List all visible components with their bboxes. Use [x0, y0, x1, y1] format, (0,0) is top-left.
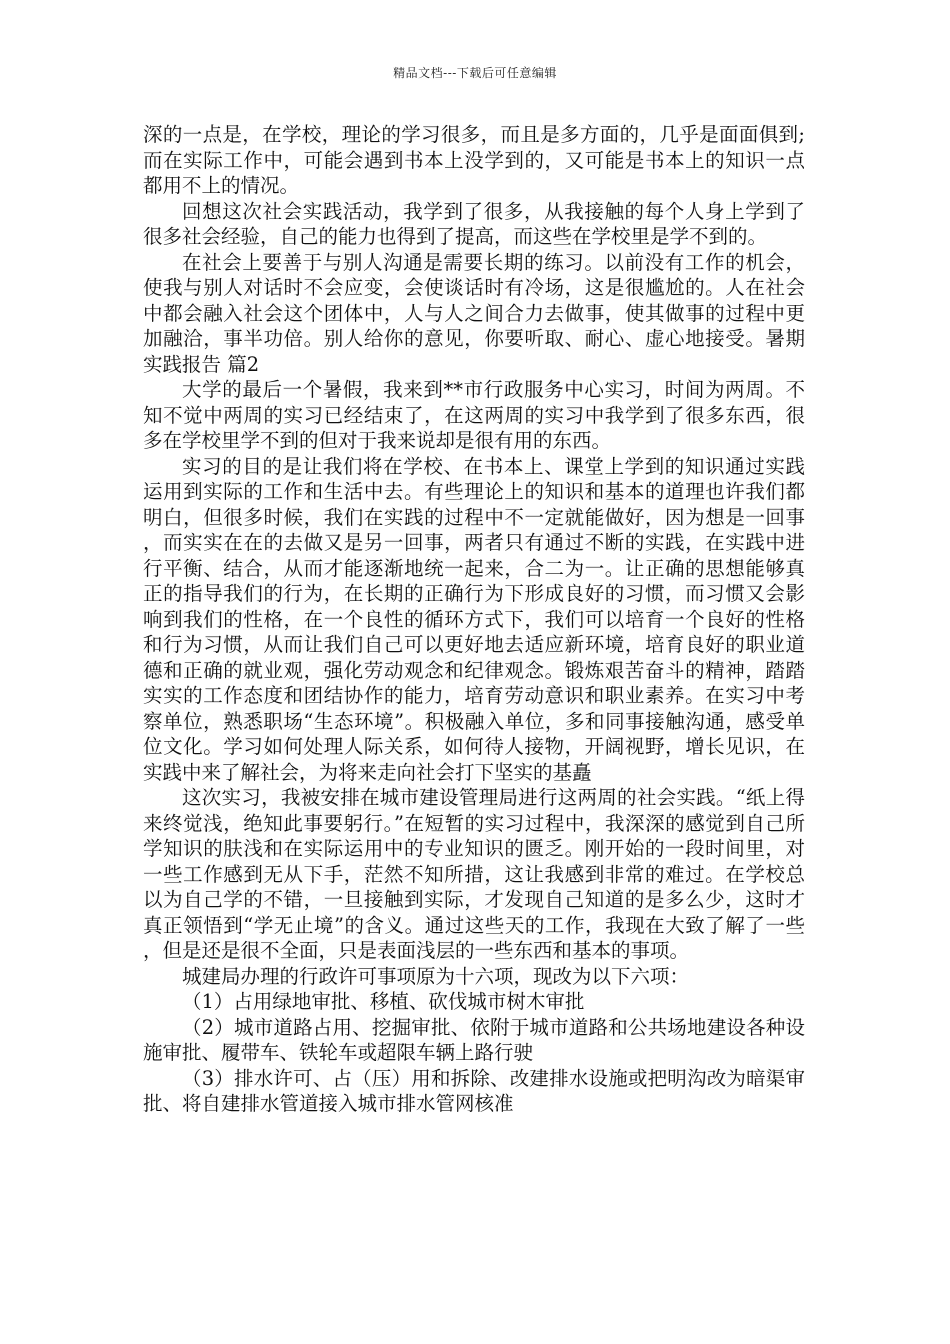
paragraph: 实习的目的是让我们将在学校、在书本上、课堂上学到的知识通过实践运用到实际的工作和生活中去。有些理论上的知识和基本的道理也许我们都明白，但很多时候，我们在实践的过程中不一定就能做好，因为想是一回事，而实实在在的去做又是另一回事，两者只有通过不断的实践，在实践中进行平衡、结合，从而才能逐渐地统一起来，合二为一。让正确的思想能够真正的指导我们的行为，在长期的正确行为下形成良好的习惯，而习惯又会影响到我们的性格，在一个良性的循环方式下，我们可以培育一个良好的性格和行为习惯，从而让我们自己可以更好地去适应新环境，培育良好的职业道德和正确的就业观，强化劳动观念和纪律观念。锻炼艰苦奋斗的精神，踏踏实实的工作态度和团结协作的能力，培育劳动意识和职业素养。在实习中考察单位，熟悉职场“生态环境”。积极融入单位，多和同事接触沟通，感受单位文化。学习如何处理人际关系，如何待人接物，开阔视野，增长见识，在实践中来了解社会，为将来走向社会打下坚实的基矗	[143, 454, 805, 784]
paragraph: 大学的最后一个暑假，我来到**市行政服务中心实习，时间为两周。不知不觉中两周的实习已经结束了，在这两周的实习中我学到了很多东西，很多在学校里学不到的但对于我来说却是很有用的东西。	[143, 378, 805, 452]
document-body	[143, 122, 805, 1117]
page-header: 精品文档---下载后可任意编辑	[393, 66, 557, 80]
list-item: （2）城市道路占用、挖掘审批、依附于城市道路和公共场地建设各种设施审批、履带车、铁轮车或超限车辆上路行驶	[143, 1015, 805, 1064]
list-item: （1）占用绿地审批、移植、砍伐城市树木审批	[182, 990, 585, 1013]
paragraph: 回想这次社会实践活动，我学到了很多，从我接触的每个人身上学到了很多社会经验，自己的能力也得到了提高，而这些在学校里是学不到的。	[143, 199, 805, 248]
paragraph-continuation: 深的一点是，在学校，理论的学习很多，而且是多方面的，几乎是面面俱到;而在实际工作中，可能会遇到书本上没学到的，又可能是书本上的知识一点都用不上的情况。	[143, 123, 805, 197]
paragraph: 这次实习，我被安排在城市建设管理局进行这两周的社会实践。“纸上得来终觉浅，绝知此事要躬行。”在短暂的实习过程中，我深深的感觉到自己所学知识的肤浅和在实际运用中的专业知识的匮乏。刚开始的一段时间里，对一些工作感到无从下手，茫然不知所措，这让我感到非常的难过。在学校总以为自己学的不错，一旦接触到实际，才发现自己知道的是多么少，这时才真正领悟到“学无止境”的含义。通过这些天的工作，我现在大致了解了一些，但是还是很不全面，只是表面浅层的一些东西和基本的事项。	[143, 786, 805, 962]
list-item: （3）排水许可、占（压）用和拆除、改建排水设施或把明沟改为暗渠审批、将自建排水管道接入城市排水管网核准	[143, 1066, 805, 1115]
paragraph: 在社会上要善于与别人沟通是需要长期的练习。以前没有工作的机会，使我与别人对话时不会应变，会使谈话时有冷场，这是很尴尬的。人在社会中都会融入社会这个团体中，人与人之间合力去做事，使其做事的过程中更加融洽，事半功倍。别人给你的意见，你要听取、耐心、虚心地接受。暑期实践报告 篇2	[143, 250, 805, 376]
paragraph: 城建局办理的行政许可事项原为十六项，现改为以下六项：	[182, 964, 690, 988]
